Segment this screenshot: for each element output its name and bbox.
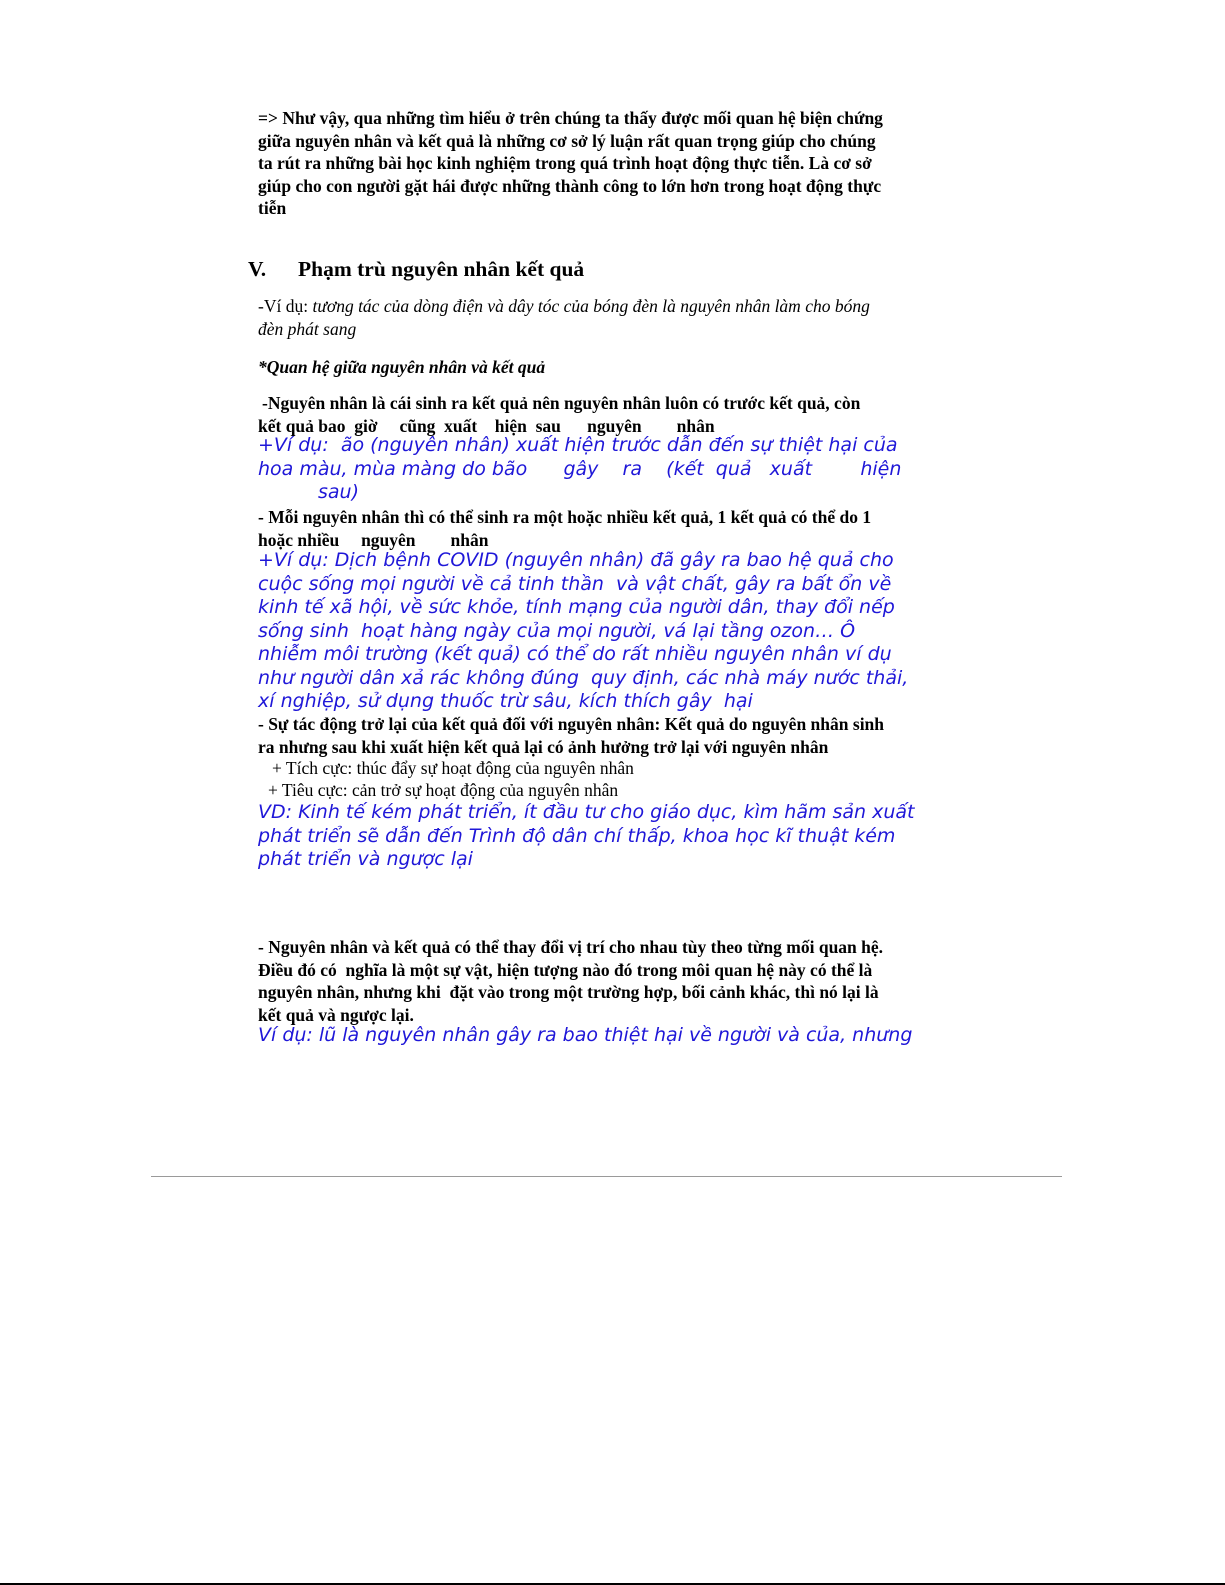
section-title: Phạm trù nguyên nhân kết quả [298, 257, 585, 281]
subheading-text: *Quan hệ giữa nguyên nhân và kết quả [258, 357, 546, 377]
text-line: sống sinh hoạt hàng ngày của mọi người, vá lại tầng ozon… Ô [258, 619, 856, 642]
example-flood [258, 1024, 963, 1048]
text-line: +Ví dụ: Dịch bệnh COVID (nguyên nhân) đã gây ra bao hệ quả cho [258, 549, 894, 571]
point-interchange [258, 936, 958, 1026]
example-paragraph [258, 295, 958, 340]
text-line: ta rút ra những bài học kinh nghiệm trong quá trình hoạt động thực tiễn. Là cơ sở [258, 153, 872, 173]
example-covid [258, 549, 963, 714]
text-line: sau) [318, 481, 359, 503]
text-line [258, 318, 958, 341]
text-line: VD: Kinh tế kém phát triển, ít đầu tư cho giáo dục, kìm hãm sản xuất [258, 801, 915, 823]
example-storm [258, 434, 963, 505]
text-line: kết quả và ngược lại. [258, 1004, 414, 1025]
negative-effect [268, 779, 968, 802]
subheading [258, 356, 958, 379]
text-line: ra nhưng sau khi xuất hiện kết quả lại có ảnh hưởng trở lại với nguyên nhân [258, 736, 829, 757]
text-line: phát triển sẽ dẫn đến Trình độ dân chí thấp, khoa học kĩ thuật kém [258, 824, 896, 847]
text-line: - Mỗi nguyên nhân thì có thể sinh ra một hoặc nhiều kết quả, 1 kết quả có thể do 1 [258, 507, 872, 527]
example-economy [258, 801, 963, 872]
text-line: nguyên nhân, nhưng khi đặt vào trong một trường hợp, bối cảnh khác, thì nó lại là [258, 982, 879, 1002]
text-line: -Nguyên nhân là cái sinh ra kết quả nên nguyên nhân luôn có trước kết quả, còn [262, 393, 861, 413]
text-line: nhiễm môi trường (kết quả) có thể do rất nhiều nguyên nhân ví dụ [258, 643, 892, 665]
text-line: + Tiêu cực: cản trở sự hoạt động của nguyên nhân [268, 780, 619, 800]
text-line [258, 295, 958, 318]
point-feedback [258, 713, 958, 758]
example-text: tương tác của dòng điện và dây tóc của bóng đèn là nguyên nhân làm cho bóng [312, 296, 870, 316]
page-divider [151, 1176, 1062, 1177]
text-line: Ví dụ: lũ là nguyên nhân gây ra bao thiệt hại về người và của, nhưng [258, 1024, 913, 1046]
text-line: +Ví dụ: ão (nguyên nhân) xuất hiện trước dẫn đến sự thiệt hại của [258, 434, 898, 456]
example-text: đèn phát sang [258, 318, 357, 339]
section-number: V. [248, 257, 267, 281]
text-line: xí nghiệp, sử dụng thuốc trừ sâu, kích thích gây hại [258, 690, 753, 712]
text-line: kết quả bao giờ cũng xuất hiện sau nguyên nhân [258, 415, 715, 436]
text-line: phát triển và ngược lại [258, 848, 473, 870]
point-cause-precedes-effect [258, 392, 962, 437]
point-multiple-causes [258, 506, 958, 551]
text-line: tiễn [258, 198, 287, 218]
text-line: - Sự tác động trở lại của kết quả đối với nguyên nhân: Kết quả do nguyên nhân sinh [258, 714, 885, 734]
text-line: cuộc sống mọi người về cả tinh thần và vật chất, gây ra bất ổn về [258, 572, 892, 595]
text-line: => Như vậy, qua những tìm hiểu ở trên chúng ta thấy được mối quan hệ biện chứng [258, 108, 883, 128]
text-line: + Tích cực: thúc đẩy sự hoạt động của nguyên nhân [272, 758, 634, 778]
text-line: kinh tế xã hội, về sức khỏe, tính mạng của người dân, thay đổi nếp [258, 596, 895, 618]
text-line: Điều đó có nghĩa là một sự vật, hiện tượng nào đó trong môi quan hệ này có thể là [258, 959, 873, 980]
text-line: giữa nguyên nhân và kết quả là những cơ sở lý luận rất quan trọng giúp cho chúng [258, 130, 876, 151]
conclusion-paragraph [258, 107, 958, 220]
text-line: giúp cho con người gặt hái được những thành công to lớn hơn trong hoạt động thực [258, 175, 882, 196]
text-line: - Nguyên nhân và kết quả có thể thay đổi vị trí cho nhau tùy theo từng mối quan hệ. [258, 937, 884, 957]
section-heading [248, 255, 584, 283]
positive-effect [272, 757, 972, 780]
text-line: như người dân xả rác không đúng quy định, các nhà máy nước thải, [258, 666, 909, 689]
text-line: hoa màu, mùa màng do bão gây ra (kết quả xuất hiện [258, 457, 902, 480]
example-label: -Ví dụ: [258, 296, 309, 316]
text-line: hoặc nhiều nguyên nhân [258, 529, 489, 550]
